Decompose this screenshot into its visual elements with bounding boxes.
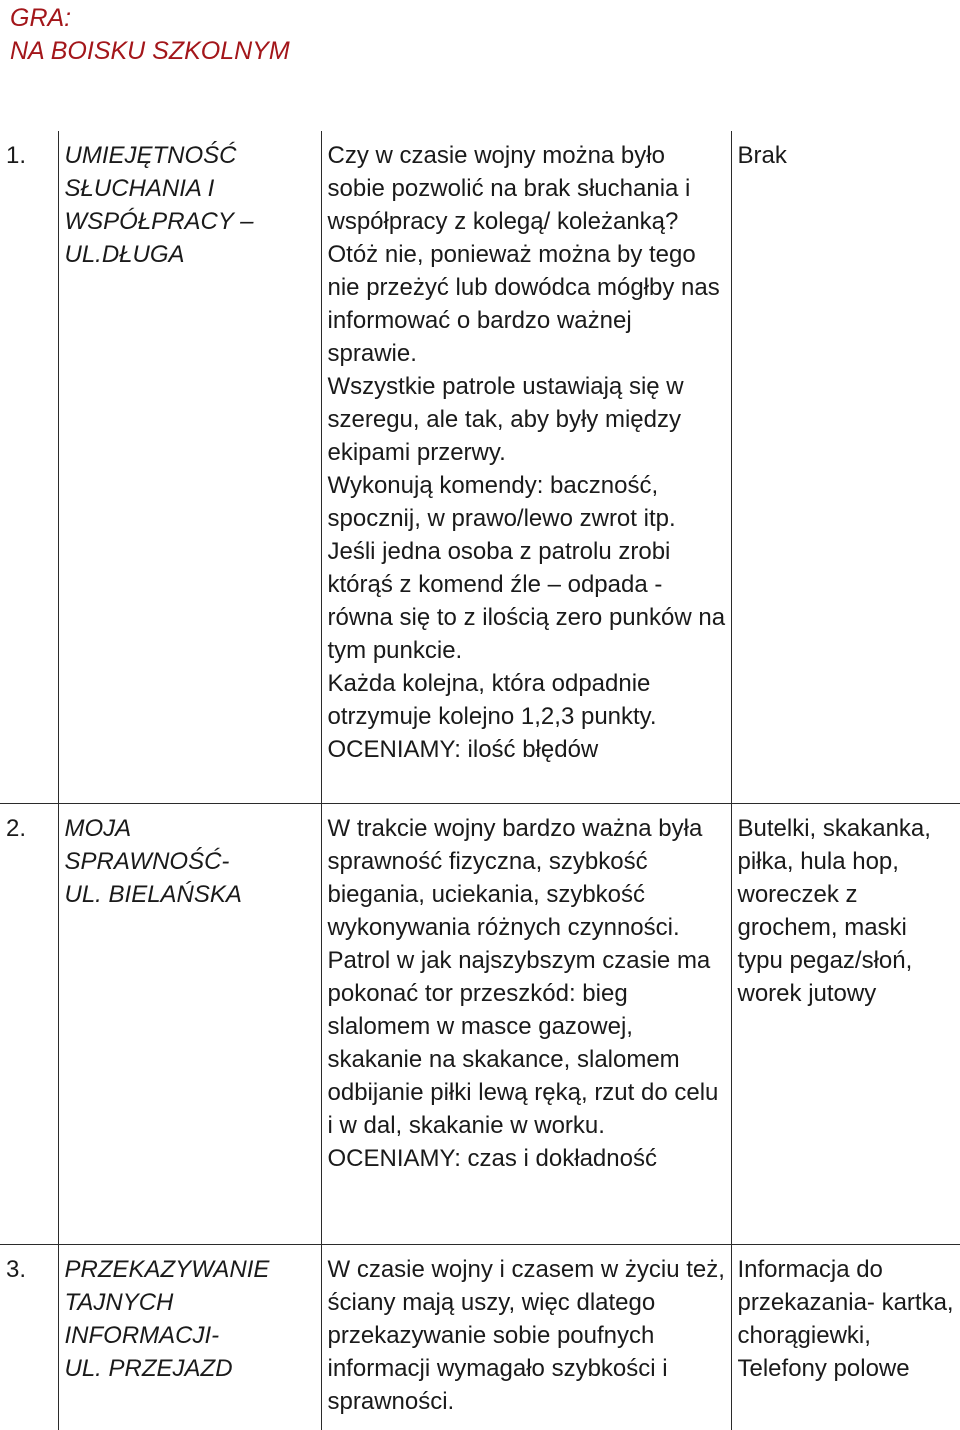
station-number: 3. (6, 1255, 27, 1283)
scoring-criteria: OCENIAMY: ilość błędów (327, 736, 599, 763)
materials-text: Informacja do przekazania- kartka, chorągiewki, Telefony polowe (737, 1255, 954, 1382)
station-title-line: SPRAWNOŚĆ- (64, 847, 230, 875)
station-description-cell (321, 1244, 731, 1430)
description-paragraph: Wszystkie patrole ustawiają się w szeregu, ale tak, aby były między ekipami przerwy. (327, 373, 684, 466)
heading-line-title: NA BOISKU SZKOLNYM (10, 37, 290, 65)
description-paragraph: W czasie wojny i czasem w życiu też, ściany mają uszy, więc dlatego przekazywanie sobie poufnych informacji wymagało szybkości i sprawności. (327, 1255, 725, 1415)
station-number-cell (0, 131, 58, 803)
station-title-line: MOJA (64, 814, 132, 842)
game-stations-table (0, 131, 960, 1430)
station-number: 1. (6, 142, 27, 169)
station-title-line: TAJNYCH (64, 1288, 174, 1316)
station-title-line: SŁUCHANIA I (64, 175, 215, 202)
station-title-cell (58, 131, 321, 803)
station-title-line: INFORMACJI- (64, 1321, 220, 1349)
station-title-line: WSPÓŁPRACY – (64, 208, 254, 235)
station-title-line: UMIEJĘTNOŚĆ (64, 142, 237, 169)
station-materials-cell (731, 803, 960, 1244)
station-title-cell (58, 1244, 321, 1430)
description-paragraph: Każda kolejna, która odpadnie otrzymuje kolejno 1,2,3 punkty. (327, 670, 657, 730)
table-row (0, 131, 960, 803)
description-paragraph: Czy w czasie wojny można było sobie pozwolić na brak słuchania i współpracy z kolegą/ koleżanką? Otóż nie, ponieważ można by tego nie przeżyć lub dowódca mógłby nas informować o bardzo ważnej sprawie. (327, 142, 720, 367)
materials-text: Butelki, skakanka, piłka, hula hop, woreczek z grochem, maski typu pegaz/słoń, worek jutowy (737, 814, 931, 1007)
station-title-line: UL. PRZEJAZD (64, 1354, 233, 1382)
station-number-cell (0, 803, 58, 1244)
description-paragraph: Patrol w jak najszybszym czasie ma pokonać tor przeszkód: bieg slalomem w masce gazowej, skakanie na skakance, slalomem odbijanie piłki lewą ręką, rzut do celu i w dal, skakanie w worku. (327, 946, 719, 1139)
station-materials-cell (731, 1244, 960, 1430)
station-title-line: PRZEKAZYWANIE (64, 1255, 270, 1283)
table-row (0, 1244, 960, 1430)
station-title-line: UL. BIELAŃSKA (64, 880, 242, 908)
table-row (0, 803, 960, 1244)
heading-line-game: GRA: (10, 4, 72, 32)
description-paragraph: W trakcie wojny bardzo ważna była sprawność fizyczna, szybkość biegania, uciekania, szybkość wykonywania różnych czynności. (327, 814, 703, 941)
station-title-cell (58, 803, 321, 1244)
page-heading (10, 2, 290, 68)
station-title-line: UL.DŁUGA (64, 241, 185, 268)
station-description-cell (321, 131, 731, 803)
station-materials-cell (731, 131, 960, 803)
station-number-cell (0, 1244, 58, 1430)
station-number: 2. (6, 814, 27, 842)
scoring-criteria: OCENIAMY: czas i dokładność (327, 1144, 657, 1172)
materials-text: Brak (737, 142, 787, 169)
description-paragraph: Wykonują komendy: baczność, spocznij, w prawo/lewo zwrot itp. Jeśli jedna osoba z patrolu zrobi którąś z komend źle – odpada - równa się to z ilością zero punków na tym punkcie. (327, 472, 726, 664)
station-description-cell (321, 803, 731, 1244)
